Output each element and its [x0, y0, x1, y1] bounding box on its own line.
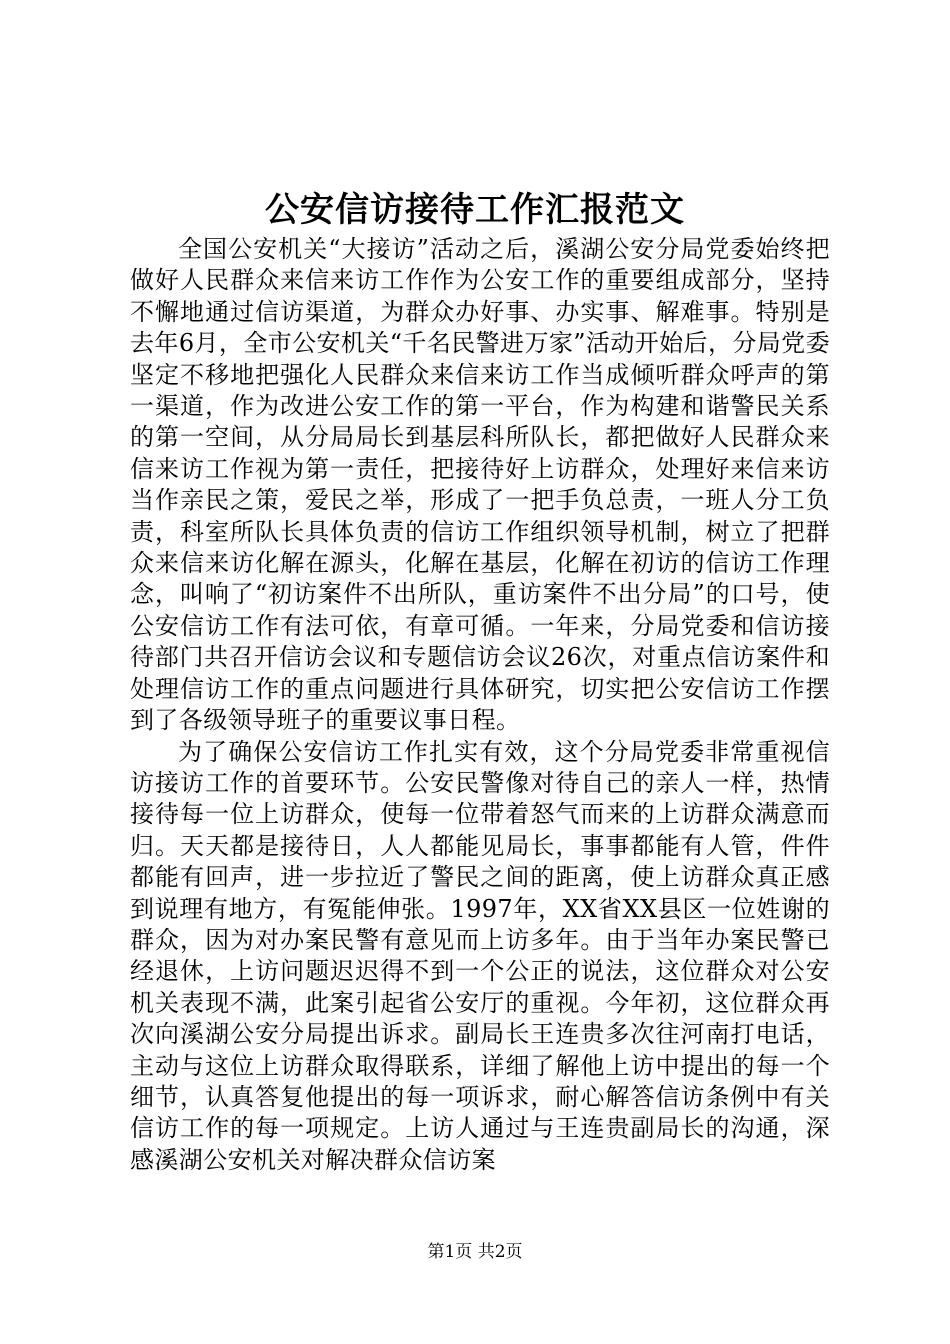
paragraph-1: 全国公安机关“大接访”活动之后，溪湖公安分局党委始终把做好人民群众来信来访工作作为公安工作的重要组成部分，坚持不懈地通过信访渠道，为群众办好事、办实事、解难事。特别是去年6月，全市公安机关“千名民警进万家”活动开始后，分局党委坚定不移地把强化人民群众来信来访工作当成倾听群众呼声的第一渠道，作为改进公安工作的第一平台，作为构建和谐警民关系的第一空间，从分局局长到基层科所队长，都把做好人民群众来信来访工作视为第一责任，把接待好上访群众，处理好来信来访当作亲民之策，爱民之举，形成了一把手负总责，一班人分工负责，科室所队长具体负责的信访工作组织领导机制，树立了把群众来信来访化解在源头，化解在基层，化解在初访的信访工作理念，叫响了“初访案件不出所队，重访案件不出分局”的口号，使公安信访工作有法可依，有章可循。一年来，分局党委和信访接待部门共召开信访会议和专题信访会议26次，对重点信访案件和处理信访工作的重点问题进行具体研究，切实把公安信访工作摆到了各级领导班子的重要议事日程。: [130, 235, 830, 735]
document-body: [130, 234, 830, 1176]
page-footer: 第1页 共2页: [427, 1242, 523, 1262]
paragraph-2: 为了确保公安信访工作扎实有效，这个分局党委非常重视信访接访工作的首要环节。公安民警像对待自己的亲人一样，热情接待每一位上访群众，使每一位带着怒气而来的上访群众满意而归。天天都是接待日，人人都能见局长，事事都能有人管，件件都能有回声，进一步拉近了警民之间的距离，使上访群众真正感到说理有地方，有冤能伸张。1997年，XX省XX县区一位姓谢的群众，因为对办案民警有意见而上访多年。由于当年办案民警已经退休，上访问题迟迟得不到一个公正的说法，这位群众对公安机关表现不满，此案引起省公安厅的重视。今年初，这位群众再次向溪湖公安分局提出诉求。副局长王连贵多次往河南打电话，主动与这位上访群众取得联系，详细了解他上访中提出的每一个细节，认真答复他提出的每一项诉求，耐心解答信访条例中有关信访工作的每一项规定。上访人通过与王连贵副局长的沟通，深感溪湖公安机关对解决群众信访案: [130, 737, 830, 1174]
document-title: 公安信访接待工作汇报范文: [265, 190, 685, 230]
